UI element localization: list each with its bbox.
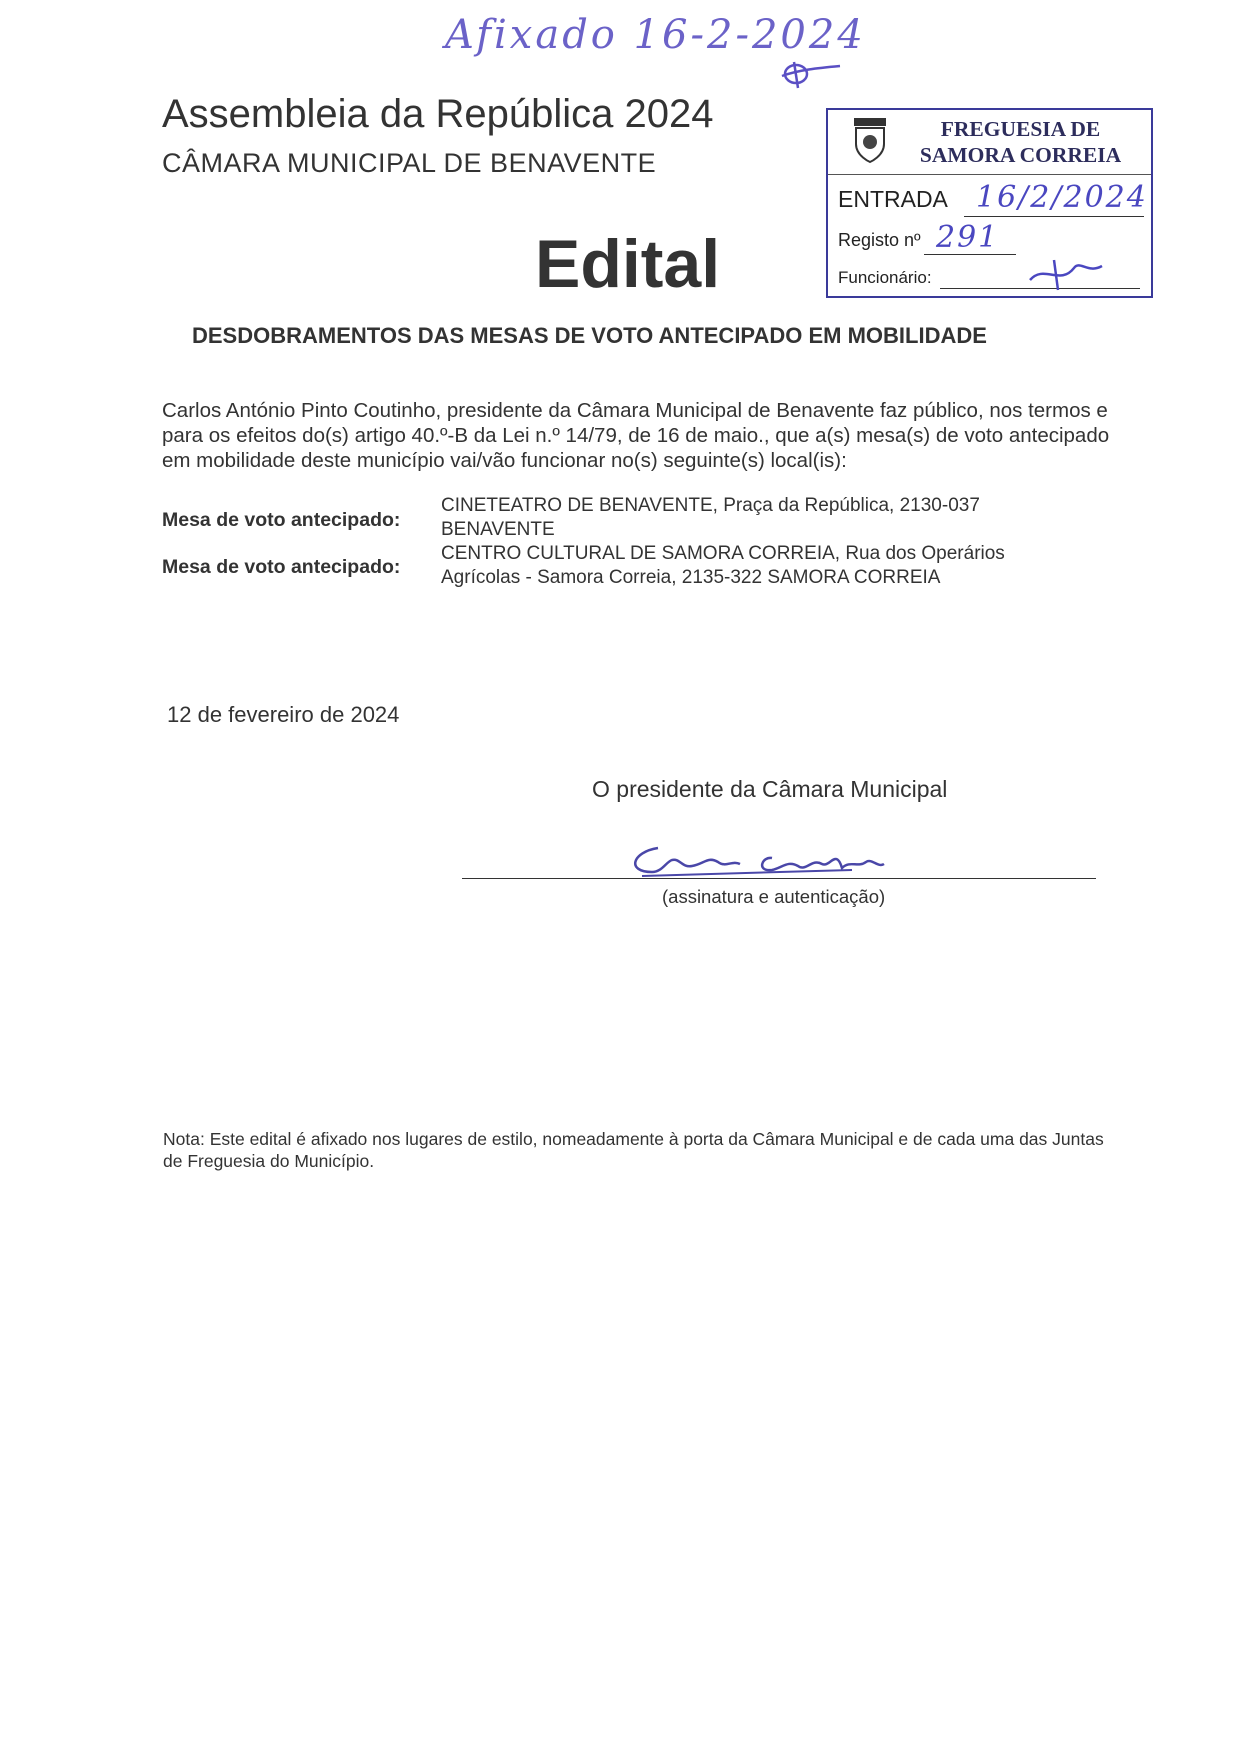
signatory-title: O presidente da Câmara Municipal (592, 776, 948, 802)
stamp-registo-label: Registo nº (838, 230, 921, 250)
stamp-entrada-value: 16/2/2024 (976, 180, 1148, 215)
mesa-address-1: CINETEATRO DE BENAVENTE, Praça da República, 2130-037 BENAVENTE (441, 495, 980, 540)
reception-stamp (826, 108, 1153, 298)
stamp-entrada-label: ENTRADA (838, 186, 948, 212)
handwritten-posting-note: Afixado 16-2-2024 (445, 12, 866, 58)
stamp-funcionario-initials-icon (1024, 256, 1104, 292)
stamp-entrada-line (964, 216, 1144, 217)
mesa-address-2: CENTRO CULTURAL DE SAMORA CORREIA, Rua dos Operários Agrícolas - Samora Correia, 2135-322 SAMORA CORREIA (441, 543, 1005, 588)
stamp-org-line2: SAMORA CORREIA (919, 143, 1122, 167)
stamp-funcionario-label: Funcionário: (838, 268, 932, 287)
document-date: 12 de fevereiro de 2024 (167, 702, 400, 727)
handwritten-initials-icon (778, 56, 842, 92)
signature-line (462, 878, 1096, 879)
intro-paragraph: Carlos António Pinto Coutinho, presidente da Câmara Municipal de Benavente faz público, nos termos e para os efeitos do(s) artigo 40.º-B da Lei n.º 14/79, de 16 de maio., que a(s) mesa(s) de voto antecipado em mobilidade deste município vai/vão funcionar no(s) seguinte(s) local(is): (162, 399, 1110, 472)
stamp-registo-line (924, 254, 1016, 255)
footer-note: Nota: Este edital é afixado nos lugares de estilo, nomeadamente à porta da Câmara Municipal e de cada uma das Juntas de Freguesia do Município. (163, 1129, 1104, 1171)
mesa-label-2: Mesa de voto antecipado: (162, 556, 401, 578)
stamp-registo-value: 291 (936, 220, 1000, 255)
document-heading: DESDOBRAMENTOS DAS MESAS DE VOTO ANTECIPADO EM MOBILIDADE (192, 323, 987, 348)
handwritten-signature-icon (622, 838, 942, 882)
stamp-organization (898, 116, 1143, 168)
header-subtitle: CÂMARA MUNICIPAL DE BENAVENTE (162, 148, 657, 178)
stamp-org-line1: FREGUESIA DE (940, 117, 1101, 141)
signature-caption: (assinatura e autenticação) (662, 886, 886, 907)
stamp-header (828, 110, 1151, 175)
header-title: Assembleia da República 2024 (162, 92, 714, 136)
document-title: Edital (535, 226, 721, 302)
coat-of-arms-icon (848, 116, 892, 166)
mesa-label-1: Mesa de voto antecipado: (162, 509, 401, 531)
